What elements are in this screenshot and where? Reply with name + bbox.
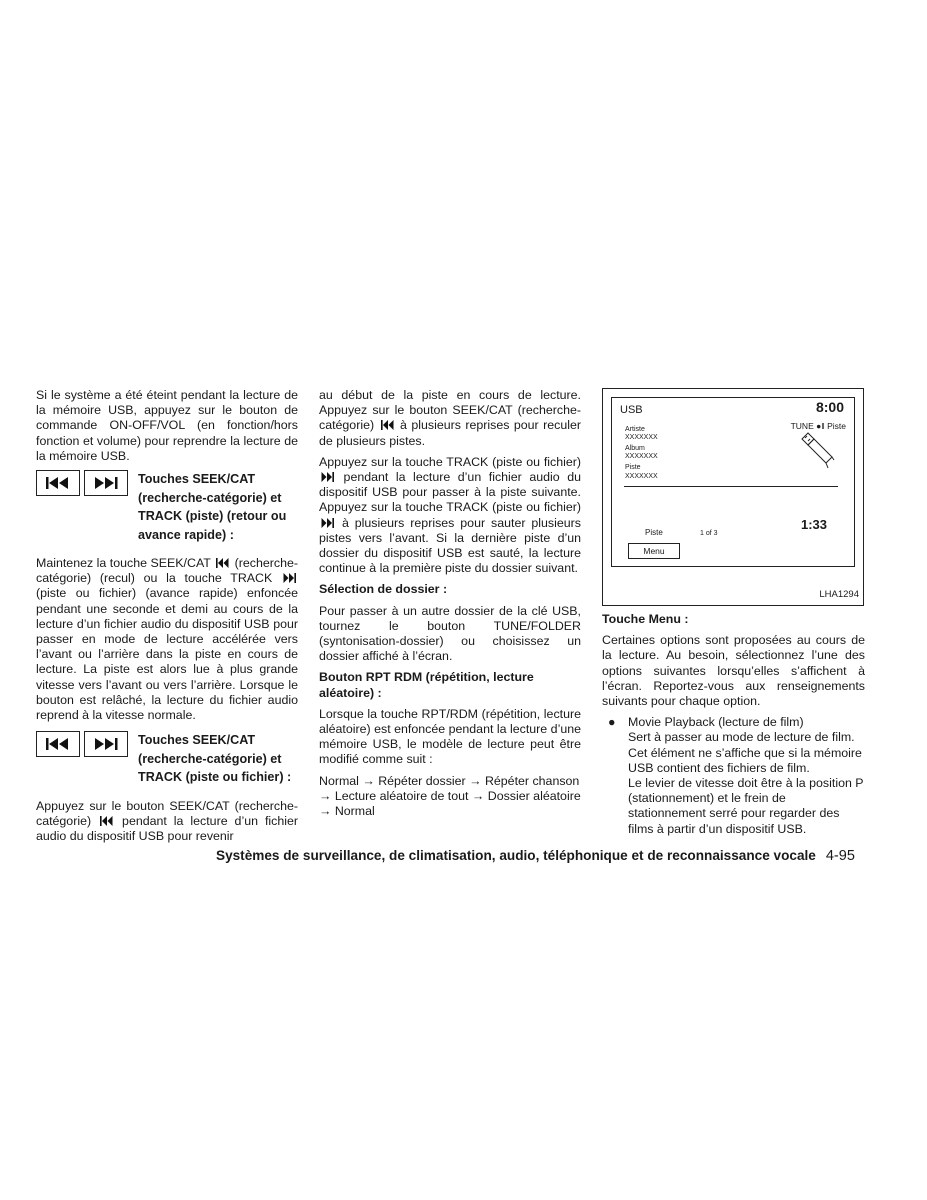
- usb-screen-display: [611, 397, 855, 567]
- screen-divider: [624, 486, 838, 487]
- list-item: [602, 715, 865, 837]
- text-segment: pendant la lecture d’un fichier audio du dispositif USB pour revenir: [36, 813, 298, 844]
- text-segment: Maintenez la touche SEEK/CAT: [36, 556, 211, 571]
- paragraph-folder: Pour passer à un autre dossier de la clé USB, tournez le bouton TUNE/FOLDER (syntonisation-dossier) ou choisissez un dossier affiché à l’écran.: [319, 603, 581, 664]
- column-3: [602, 388, 865, 839]
- option-desc-1: Sert à passer au mode de lecture de film. Cet élément ne s’affiche que si la mémoire USB contient des fichiers de film.: [628, 730, 862, 775]
- screen-clock: 8:00: [815, 399, 844, 415]
- track-label: Piste: [625, 464, 641, 471]
- figure-code: LHA1294: [819, 588, 859, 600]
- text-segment: Appuyez sur le bouton SEEK/CAT (recherche-catégorie): [36, 798, 298, 828]
- option-desc-2: Le levier de vitesse doit être à la position P (stationnement) et le frein de stationnement serré pour regarder des films à partir d’un dispositif USB.: [628, 776, 864, 836]
- text-segment: (recherche-catégorie) (recul) ou la touche TRACK: [36, 556, 298, 586]
- column-2: [319, 388, 581, 825]
- screen-piste-label: Piste: [645, 528, 663, 537]
- seek-forward-button-icon: [84, 731, 128, 757]
- seek-track-block-1: [36, 470, 298, 544]
- paragraph-track-forward: [319, 455, 581, 577]
- text-segment: Appuyez sur la touche TRACK (piste ou fichier): [319, 454, 581, 469]
- album-label: Album: [625, 445, 645, 452]
- column-1: [36, 388, 298, 850]
- screen-elapsed-time: 1:33: [801, 517, 828, 532]
- text-segment: pendant la lecture d’un fichier audio du dispositif USB pour passer à la piste suivante. Appuyez sur la touche TRACK (piste ou fichier): [319, 470, 581, 515]
- seek-track-heading-1: Touches SEEK/CAT (recherche-catégorie) et TRACK (piste) (retour ou avance rapide) :: [138, 472, 287, 542]
- screen-tune-label: TUNE ●‖ Piste: [790, 421, 846, 431]
- usb-screen-figure: [602, 388, 864, 606]
- seek-track-heading-2: Touches SEEK/CAT (recherche-catégorie) et TRACK (piste ou fichier) :: [138, 733, 292, 785]
- paragraph-seek-back: [36, 799, 298, 845]
- heading-folder-selection: Sélection de dossier :: [319, 582, 448, 597]
- screen-menu-button[interactable]: Menu: [628, 543, 680, 559]
- usb-drive-icon: [798, 430, 836, 472]
- button-icons: [36, 731, 132, 757]
- paragraph-play-modes: Normal → Répéter dossier → Répéter chanson → Lecture aléatoire de tout → Dossier aléatoire → Normal: [319, 773, 581, 819]
- paragraph-rpt-rdm: Lorsque la touche RPT/RDM (répétition, lecture aléatoire) est enfoncée pendant la lecture d’une mémoire USB, le modèle de lecture peut être modifié comme suit :: [319, 706, 581, 767]
- heading-rpt-rdm: Bouton RPT RDM (répétition, lecture aléatoire) :: [319, 670, 534, 700]
- artist-label: Artiste: [625, 426, 645, 433]
- footer-title: Systèmes de surveillance, de climatisation, audio, téléphonique et de reconnaissance vocale: [216, 848, 816, 863]
- paragraph-menu: Certaines options sont proposées au cours de la lecture. Au besoin, sélectionnez l’une des options suivantes lorsqu’elles s’affichent à l’écran. Reportez-vous aux renseignements suivants pour chaque option.: [602, 633, 865, 709]
- track-value: XXXXXXX: [625, 473, 658, 480]
- screen-track-count: 1 of 3: [700, 530, 718, 537]
- heading-menu-key: Touche Menu :: [602, 612, 689, 626]
- button-icons: [36, 470, 132, 496]
- seek-forward-icon: [321, 518, 334, 528]
- seek-forward-button-icon: [84, 470, 128, 496]
- album-value: XXXXXXX: [625, 453, 658, 460]
- page-number: 4-95: [825, 848, 855, 864]
- artist-value: XXXXXXX: [625, 434, 658, 441]
- seek-back-icon: [100, 816, 113, 826]
- text-segment: au début de la piste en cours de lecture. Appuyez sur le bouton SEEK/CAT (recherche-catégorie): [319, 388, 581, 433]
- paragraph-resume: Si le système a été éteint pendant la lecture de la mémoire USB, appuyez sur le bouton de commande ON-OFF/VOL (en fonction/hors fonction et volume) pour reprendre la lecture de la mémoire USB.: [36, 388, 298, 463]
- seek-back-icon: [216, 558, 229, 568]
- seek-forward-icon: [321, 472, 334, 482]
- text-segment: à plusieurs reprises pour reculer de plusieurs pistes.: [319, 418, 581, 448]
- seek-forward-icon: [283, 573, 296, 583]
- option-list: [602, 715, 865, 837]
- text-segment: (piste ou fichier) (avance rapide) enfoncée pendant une seconde et demi au cours de la lecture d’un fichier audio du dispositif USB pour passer en mode de lecture accélérée vers l’avant ou l’arrière dans la piste en cours de lecture. La piste est alors lue à plus grande vitesse vers l’avant ou vers l’arrière. Lorsque le bouton est relâché, la lecture du fichier audio reprend à la vitesse normale.: [36, 586, 298, 723]
- seek-track-block-2: [36, 731, 298, 787]
- seek-back-icon: [381, 420, 394, 430]
- bullet-icon: ●: [608, 715, 616, 730]
- screen-title: USB: [620, 404, 643, 416]
- page-footer: [216, 848, 855, 864]
- paragraph-seek-multiple: [319, 388, 581, 449]
- seek-back-button-icon: [36, 731, 80, 757]
- seek-back-button-icon: [36, 470, 80, 496]
- paragraph-fast-play: [36, 556, 298, 723]
- text-segment: à plusieurs reprises pour sauter plusieurs pistes vers l’avant. Si la dernière piste d’un dossier du dispositif USB est sauté, la lecture continue à la première piste du dossier suivant.: [319, 515, 581, 576]
- option-title: Movie Playback (lecture de film): [628, 715, 804, 730]
